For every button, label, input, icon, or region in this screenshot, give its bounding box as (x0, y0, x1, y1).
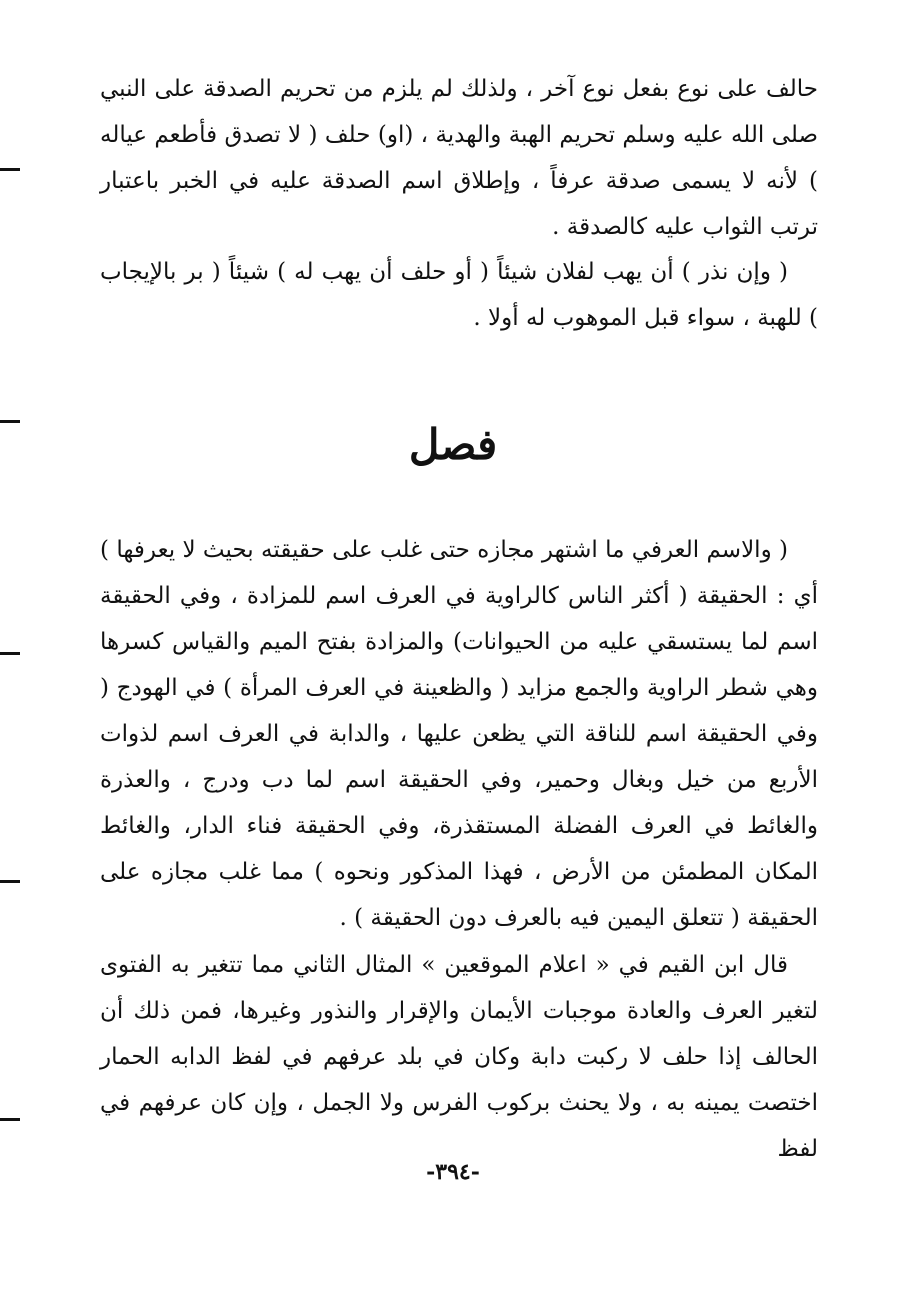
page-number: -٣٩٤- (426, 1159, 480, 1185)
paragraph-3 (100, 527, 818, 941)
paragraph-text: ( والاسم العرفي ما اشتهر مجازه حتى غلب على حقيقته بحيث لا يعرفها ) أي : الحقيقة ( أكثر الناس كالراوية في العرف اسم للمزادة ، وفي الحقيقة اسم لما يستسقي عليه من الحيوانات) والمزادة بفتح الميم والقياس كسرها وهي شطر الراوية والجمع مزايد ( والظعينة في العرف المرأة ) في الهودج ( وفي الحقيقة اسم للناقة التي يظعن عليها ، والدابة في العرف اسم لذوات الأربع من خيل وبغال وحمير، وفي الحقيقة اسم لما دب ودرج ، والعذرة والغائط في العرف الفضلة المستقذرة، وفي الحقيقة فناء الدار، والغائط المكان المطمئن من الأرض ، فهذا المذكور ونحوه ) مما غلب مجازه على الحقيقة ( تتعلق اليمين فيه بالعرف دون الحقيقة ) . (100, 537, 818, 931)
margin-mark (0, 168, 20, 171)
margin-mark (0, 652, 20, 655)
paragraph-2 (100, 249, 818, 341)
paragraph-4 (100, 942, 818, 1172)
paragraph-text: حالف على نوع بفعل نوع آخر ، ولذلك لم يلزم من تحريم الصدقة على النبي صلى الله عليه وسلم تحريم الهبة والهدية ، (او) حلف ( لا تصدق فأطعم عياله ) لأنه لا يسمى صدقة عرفاً ، وإطلاق اسم الصدقة عليه في الخبر باعتبار ترتب الثواب عليه كالصدقة . (100, 76, 818, 240)
paragraph-text: قال ابن القيم في « اعلام الموقعين » المثال الثاني مما تتغير به الفتوى لتغير العرف والعادة موجبات الأيمان والإقرار والنذور وغيرها، فمن ذلك أن الحالف إذا حلف لا ركبت دابة وكان في بلد عرفهم في لفظ الدابه الحمار اختصت يمينه به ، ولا يحنث بركوب الفرس ولا الجمل ، وإن كان عرفهم في لفظ (100, 952, 818, 1162)
paragraph-1 (100, 66, 818, 250)
margin-mark (0, 880, 20, 883)
section-title: فصل (408, 420, 498, 469)
paragraph-text: ( وإن نذر ) أن يهب لفلان شيئاً ( أو حلف أن يهب له ) شيئاً ( بر بالإيجاب ) للهبة ، سواء قبل الموهوب له أولا . (100, 259, 818, 331)
margin-mark (0, 1118, 20, 1121)
